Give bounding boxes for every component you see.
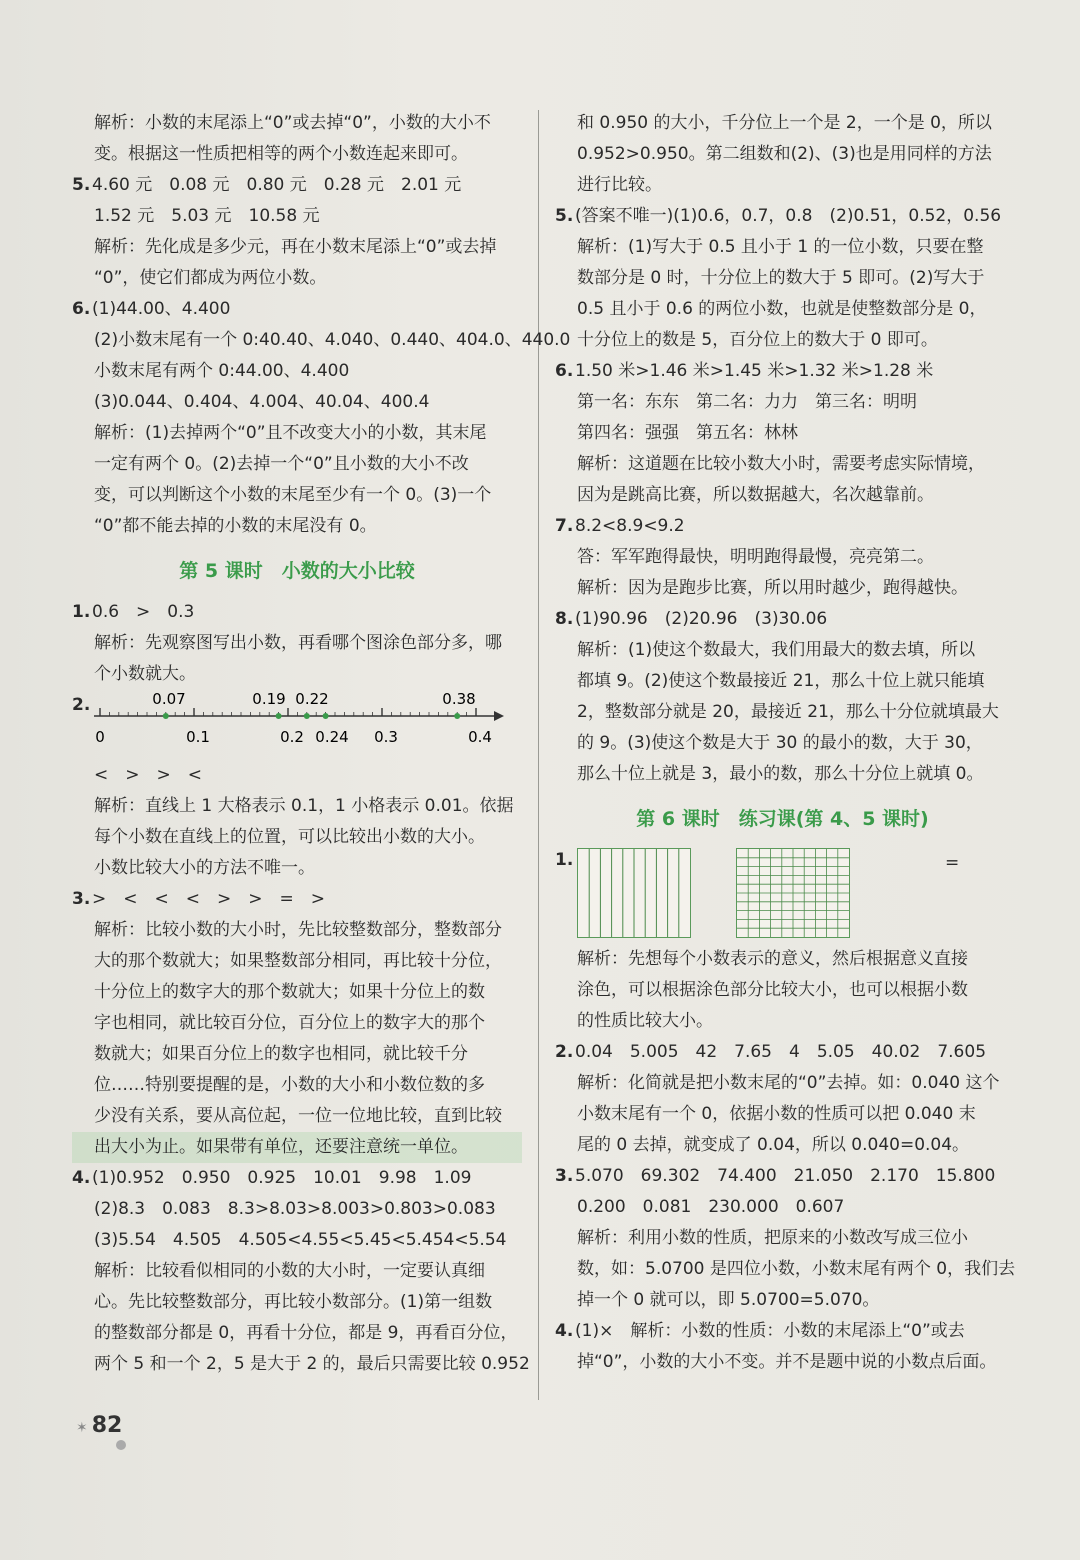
answer-text: 变。根据这一性质把相等的两个小数连起来即可。 [94, 144, 468, 164]
analysis-text: 十分位上的数字大的那个数就大；如果十分位上的数 [94, 982, 485, 1002]
answer-line: 5.070 69.302 74.400 21.050 2.170 15.800 [575, 1166, 996, 1186]
analysis-text: 的整数部分都是 0，再看十分位，都是 9，再看百分位， [94, 1323, 518, 1343]
question-number: 2. [555, 1042, 574, 1062]
analysis-text: 少没有关系，要从高位起，一位一位地比较，直到比较 [94, 1106, 502, 1126]
analysis-text: 数部分是 0 时，十分位上的数大于 5 即可。(2)写大于 [577, 268, 985, 288]
point-label: 0.22 [295, 690, 329, 708]
analysis-text: 两个 5 和一个 2，5 是大于 2 的，最后只需要比较 0.952 [94, 1354, 530, 1374]
answer-line: 0.04 5.005 42 7.65 4 5.05 40.02 7.605 [575, 1042, 987, 1062]
analysis-text: 小数比较大小的方法不唯一。 [94, 858, 315, 878]
answer-line: (答案不唯一)(1)0.6，0.7，0.8 (2)0.51，0.52，0.56 [575, 206, 1002, 226]
question-number: 6. [555, 361, 574, 381]
analysis-text: 解析：因为是跑步比赛，所以用时越少，跑得越快。 [577, 578, 968, 598]
answer-line: (1)44.00、4.400 [92, 299, 231, 319]
answer-line: 4.60 元 0.08 元 0.80 元 0.28 元 2.01 元 [92, 175, 462, 195]
point-marker [323, 713, 329, 719]
answer-line: 掉“0”，小数的大小不变。并不是题中说的小数点后面。 [577, 1352, 997, 1372]
section-title-lesson-5: 第 5 课时 小数的大小比较 [179, 560, 415, 582]
answer-line: (1)0.952 0.950 0.925 10.01 9.98 1.09 [92, 1168, 472, 1188]
tick-label: 0.3 [374, 728, 398, 746]
analysis-text: 解析：利用小数的性质，把原来的小数改写成三位小 [577, 1228, 968, 1248]
point-marker [454, 713, 460, 719]
analysis-text: “0”都不能去掉的小数的末尾没有 0。 [94, 516, 377, 536]
tick-label: 0.1 [186, 728, 210, 746]
analysis-text: 位……特别要提醒的是，小数的大小和小数位数的多 [94, 1075, 485, 1095]
analysis-text: 尾的 0 去掉，就变成了 0.04，所以 0.040=0.04。 [577, 1135, 970, 1155]
answer-line: > < < < > > = > [92, 889, 325, 909]
left-column [72, 108, 571, 1380]
analysis-text: 解析：先观察图写出小数，再看哪个图涂色部分多，哪 [94, 633, 502, 653]
point-marker [276, 713, 282, 719]
tick-label: 0.4 [468, 728, 492, 746]
question-number: 4. [72, 1168, 91, 1188]
analysis-text: 解析：(1)使这个数最大，我们用最大的数去填，所以 [577, 640, 976, 660]
point-label: 0.07 [152, 690, 186, 708]
analysis-text: 的 9。(3)使这个数是大于 30 的最小的数，大于 30， [577, 733, 983, 753]
grid-figures [577, 848, 1010, 938]
question-number: 1. [72, 602, 91, 622]
analysis-text: 和 0.950 的大小，千分位上一个是 2，一个是 0，所以 [577, 113, 992, 133]
analysis-text: 心。先比较整数部分，再比较小数部分。(1)第一组数 [94, 1292, 493, 1312]
arrow-head-icon [494, 711, 504, 721]
analysis-text: 涂色，可以根据涂色部分比较大小，也可以根据小数 [577, 980, 968, 1000]
tick-label: 0.2 [280, 728, 304, 746]
answer-line: (3)0.044、0.404、4.004、40.04、400.4 [94, 392, 430, 412]
question-number: 7. [555, 516, 574, 536]
question-number: 4. [555, 1321, 574, 1341]
answer-line: 答：军军跑得最快，明明跑得最慢，亮亮第二。 [577, 547, 934, 567]
analysis-text: 掉一个 0 就可以，即 5.0700=5.070。 [577, 1290, 880, 1310]
analysis-text: 数就大；如果百分位上的数字也相同，就比较千分 [94, 1044, 468, 1064]
hundredths-grid [736, 848, 850, 938]
column-divider [538, 110, 539, 1400]
answer-line: 8.2<8.9<9.2 [575, 516, 685, 536]
question-number: 5. [555, 206, 574, 226]
analysis-text: 大的那个数就大；如果整数部分相同，再比较十分位， [94, 951, 502, 971]
question-number: 3. [72, 889, 91, 909]
analysis-text: 解析：(1)写大于 0.5 且小于 1 的一位小数，只要在整 [577, 237, 984, 257]
tick-label: 0 [95, 728, 105, 746]
question-number: 5. [72, 175, 91, 195]
answer-line: 0.6 > 0.3 [92, 602, 195, 622]
analysis-text: 那么十位上就是 3，最小的数，那么十分位上就填 0。 [577, 764, 984, 784]
number-line-ticks [100, 708, 476, 719]
analysis-text: 解析：这道题在比较小数大小时，需要考虑实际情境， [577, 454, 985, 474]
answer-line: (3)5.54 4.505 4.505<4.55<5.45<5.454<5.54 [94, 1230, 507, 1250]
analysis-text: 变，可以判断这个小数的末尾至少有一个 0。(3)一个 [94, 485, 492, 505]
analysis-text: 出大小为止。如果带有单位，还要注意统一单位。 [72, 1132, 522, 1163]
answer-line: (1)90.96 (2)20.96 (3)30.06 [575, 609, 828, 629]
answer-line: < > > < [94, 765, 202, 785]
answer-line: 第四名：强强 第五名：林林 [577, 423, 798, 443]
dot-icon [116, 1440, 126, 1450]
analysis-text: 的性质比较大小。 [577, 1011, 713, 1031]
analysis-text: 解析：先想每个小数表示的意义，然后根据意义直接 [577, 949, 968, 969]
question-number: 2. [72, 695, 91, 715]
analysis-text: 每个小数在直线上的位置，可以比较出小数的大小。 [94, 827, 485, 847]
number-line [94, 690, 522, 760]
answer-line: (1)× 解析：小数的性质：小数的末尾添上“0”或去 [575, 1321, 965, 1341]
point-label: 0.24 [315, 728, 349, 746]
analysis-text: 都填 9。(2)使这个数最接近 21，那么十位上就只能填 [577, 671, 985, 691]
point-marker [163, 713, 169, 719]
answer-line: 1.52 元 5.03 元 10.58 元 [94, 206, 320, 226]
analysis-text: 解析：直线上 1 大格表示 0.1，1 小格表示 0.01。依据 [94, 796, 514, 816]
answer-line: (2)8.3 0.083 8.3>8.03>8.003>0.803>0.083 [94, 1199, 496, 1219]
star-icon: ✶ [76, 1420, 88, 1436]
question-number: 3. [555, 1166, 574, 1186]
analysis-text: 数，如：5.0700 是四位小数，小数末尾有两个 0，我们去 [577, 1259, 1016, 1279]
analysis-text: “0”，使它们都成为两位小数。 [94, 268, 327, 288]
analysis-text: 个小数就大。 [94, 664, 196, 684]
analysis-text: 字也相同，就比较百分位，百分位上的数字大的那个 [94, 1013, 485, 1033]
point-label: 0.38 [442, 690, 476, 708]
section-title-lesson-6: 第 6 课时 练习课(第 4、5 课时) [636, 808, 929, 830]
point-label: 0.19 [252, 690, 286, 708]
question-number: 8. [555, 609, 574, 629]
answer-line: 0.200 0.081 230.000 0.607 [577, 1197, 845, 1217]
tenths-grid [577, 848, 691, 938]
number-line-svg [94, 690, 504, 760]
question-number: 6. [72, 299, 91, 319]
answer-line: 1.50 米>1.46 米>1.45 米>1.32 米>1.28 米 [575, 361, 934, 381]
page-number [76, 1413, 126, 1450]
analysis-text: 进行比较。 [577, 175, 662, 195]
analysis-text: 小数末尾有一个 0，依据小数的性质可以把 0.040 末 [577, 1104, 976, 1124]
analysis-text: 解析：先化成是多少元，再在小数末尾添上“0”或去掉 [94, 237, 497, 257]
page-number-text: 82 [91, 1413, 123, 1438]
analysis-text: 解析：比较看似相同的小数的大小时，一定要认真细 [94, 1261, 485, 1281]
analysis-text: 解析：(1)去掉两个“0”且不改变大小的小数，其末尾 [94, 423, 487, 443]
equals-sign: = [945, 853, 960, 873]
answer-line: (2)小数末尾有一个 0:40.40、4.040、0.440、404.0、440.0 [94, 330, 571, 350]
analysis-text: 解析：化简就是把小数末尾的“0”去掉。如：0.040 这个 [577, 1073, 1000, 1093]
right-column [555, 108, 1016, 1378]
analysis-text: 解析：比较小数的大小时，先比较整数部分，整数部分 [94, 920, 502, 940]
analysis-text: 一定有两个 0。(2)去掉一个“0”且小数的大小不改 [94, 454, 469, 474]
answer-text: 解析：小数的末尾添上“0”或去掉“0”，小数的大小不 [94, 113, 491, 133]
answer-line: 小数末尾有两个 0:44.00、4.400 [94, 361, 350, 381]
analysis-text: 2，整数部分就是 20，最接近 21，那么十分位就填最大 [577, 702, 999, 722]
analysis-text: 十分位上的数是 5，百分位上的数大于 0 即可。 [577, 330, 938, 350]
analysis-text: 因为是跳高比赛，所以数据越大，名次越靠前。 [577, 485, 934, 505]
answer-line: 第一名：东东 第二名：力力 第三名：明明 [577, 392, 917, 412]
question-number: 1. [555, 850, 574, 870]
point-marker [304, 713, 310, 719]
analysis-text: 0.952>0.950。第二组数和(2)、(3)也是用同样的方法 [577, 144, 992, 164]
analysis-text: 0.5 且小于 0.6 的两位小数，也就是使整数部分是 0， [577, 299, 987, 319]
